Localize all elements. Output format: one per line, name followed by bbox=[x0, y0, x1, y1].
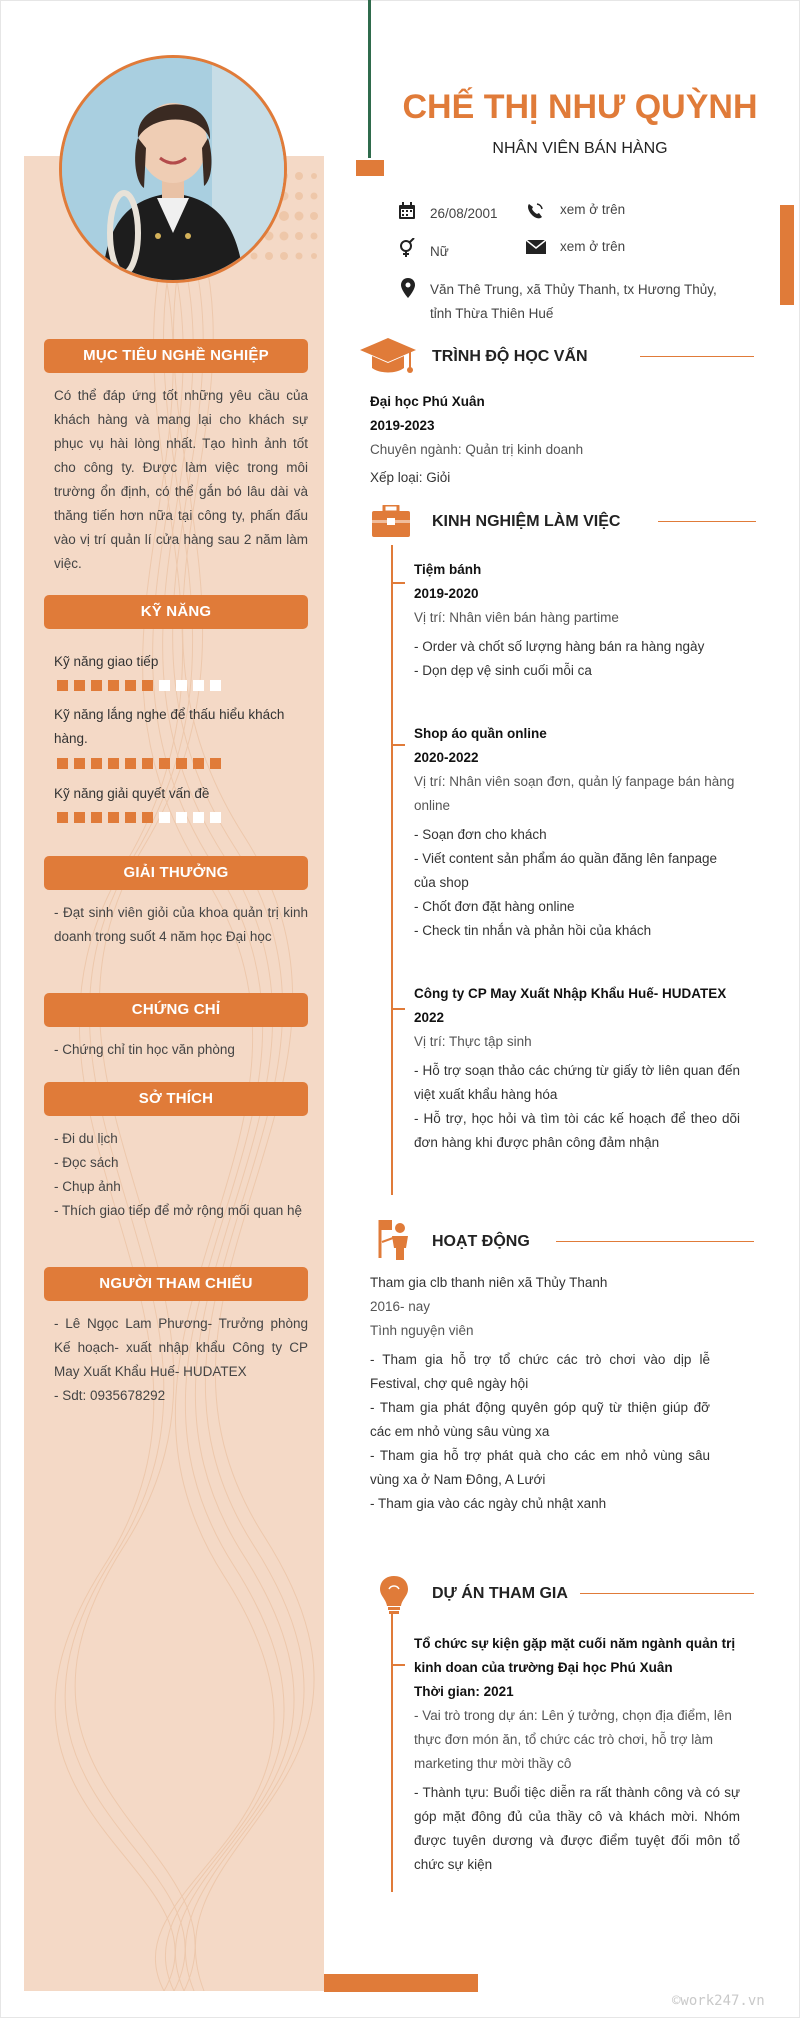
gender-icon bbox=[398, 238, 416, 258]
duty-item: - Dọn dẹp vệ sinh cuối mỗi ca bbox=[414, 663, 592, 678]
objective-heading: MỤC TIÊU NGHỀ NGHIỆP bbox=[44, 339, 308, 373]
duty-item: - Order và chốt số lượng hàng bán ra hàng ngày bbox=[414, 639, 705, 654]
skill-3-rating bbox=[57, 812, 221, 823]
hobby-item: - Thích giao tiếp để mở rộng mối quan hệ bbox=[54, 1203, 302, 1218]
rating-dot bbox=[210, 758, 221, 769]
rating-dot bbox=[159, 680, 170, 691]
job-3-duties bbox=[414, 1059, 740, 1155]
rating-dot bbox=[125, 680, 136, 691]
references-text bbox=[54, 1312, 308, 1408]
rating-dot bbox=[210, 680, 221, 691]
birthday: 26/08/2001 bbox=[430, 206, 498, 221]
presenter-icon bbox=[376, 1218, 410, 1260]
references-heading: NGƯỜI THAM CHIẾU bbox=[44, 1267, 308, 1301]
duty-item: - Hỗ trợ soạn thảo các chứng từ giấy tờ liên quan đến việt xuất khẩu hàng hóa bbox=[414, 1063, 740, 1102]
education-school: Đại học Phú Xuân bbox=[370, 394, 485, 409]
experience-heading: KINH NGHIỆM LÀM VIỆC bbox=[432, 513, 621, 530]
profile-photo bbox=[59, 55, 287, 283]
project-result: - Thành tựu: Buổi tiệc diễn ra rất thành công và có sự góp mặt đông đủ của thầy cô và khách mời. Nhóm được tuyên dương và được điểm tuyệt đối môn tổ chức sự kiện bbox=[414, 1785, 740, 1872]
job-3-position: Vị trí: Thực tập sinh bbox=[414, 1034, 532, 1049]
rating-dot bbox=[176, 680, 187, 691]
activity-item: - Tham gia phát động quyên góp quỹ từ thiện giúp đỡ các em nhỏ vùng sâu vùng xa bbox=[370, 1400, 710, 1439]
rating-dot bbox=[108, 812, 119, 823]
header-accent-block bbox=[356, 160, 384, 176]
reference-phone: - Sdt: 0935678292 bbox=[54, 1388, 166, 1403]
header-accent-line bbox=[368, 0, 371, 158]
address-line: tỉnh Thừa Thiên Huế bbox=[430, 306, 554, 321]
job-3-company: Công ty CP May Xuất Nhập Khẩu Huế- HUDATEX bbox=[414, 986, 727, 1001]
education-major: Chuyên ngành: Quản trị kinh doanh bbox=[370, 442, 584, 457]
address bbox=[430, 278, 717, 326]
awards-heading: GIẢI THƯỞNG bbox=[44, 856, 308, 890]
graduation-cap-icon bbox=[360, 338, 416, 380]
education-grade: Xếp loại: Giỏi bbox=[370, 470, 451, 485]
phone: xem ở trên bbox=[560, 202, 626, 217]
skill-3-label: Kỹ năng giải quyết vấn đề bbox=[54, 786, 210, 801]
job-2-years: 2020-2022 bbox=[414, 750, 479, 765]
candidate-title: NHÂN VIÊN BÁN HÀNG bbox=[492, 140, 668, 157]
job-1-years: 2019-2020 bbox=[414, 586, 479, 601]
activities-heading: HOẠT ĐỘNG bbox=[432, 1233, 530, 1250]
timeline-tick bbox=[391, 1008, 405, 1010]
certificates-text: - Chứng chỉ tin học văn phòng bbox=[54, 1042, 235, 1057]
projects-heading: DỰ ÁN THAM GIA bbox=[432, 1585, 568, 1602]
rating-dot bbox=[159, 812, 170, 823]
duty-item: - Viết content sản phẩm áo quần đăng lên fanpage của shop bbox=[414, 851, 717, 890]
calendar-icon bbox=[398, 202, 416, 220]
email-icon bbox=[526, 240, 546, 254]
rating-dot bbox=[159, 758, 170, 769]
project-name: Tổ chức sự kiện gặp mặt cuối năm ngành quản trị kinh doan của trường Đại học Phú Xuân bbox=[414, 1636, 736, 1675]
avatar-illustration bbox=[62, 58, 284, 280]
experience-timeline bbox=[391, 545, 393, 1195]
job-1-company: Tiệm bánh bbox=[414, 562, 482, 577]
rating-dot bbox=[74, 680, 85, 691]
rating-dot bbox=[91, 758, 102, 769]
rating-dot bbox=[176, 812, 187, 823]
duty-item: - Hỗ trợ, học hỏi và tìm tòi các kế hoạch để theo dõi đơn hàng khi được phân công đảm nhận bbox=[414, 1111, 740, 1150]
project-timeline bbox=[391, 1612, 393, 1892]
hobby-item: - Đọc sách bbox=[54, 1155, 119, 1170]
rating-dot bbox=[108, 680, 119, 691]
projects-divider bbox=[580, 1593, 754, 1594]
address-line: Văn Thê Trung, xã Thủy Thanh, tx Hương Thủy, bbox=[430, 282, 717, 297]
rating-dot bbox=[91, 812, 102, 823]
job-3-years: 2022 bbox=[414, 1010, 445, 1025]
job-1-duties bbox=[414, 635, 740, 683]
rating-dot bbox=[142, 680, 153, 691]
rating-dot bbox=[193, 812, 204, 823]
activity-item: - Tham gia hỗ trợ tổ chức các trò chơi vào dịp lễ Festival, chợ quê ngày hội bbox=[370, 1352, 710, 1391]
activity-list bbox=[370, 1348, 710, 1516]
rating-dot bbox=[193, 758, 204, 769]
education-divider bbox=[640, 356, 754, 357]
rating-dot bbox=[91, 680, 102, 691]
activity-years: 2016- nay bbox=[370, 1299, 431, 1314]
job-2-company: Shop áo quần online bbox=[414, 726, 547, 741]
timeline-tick bbox=[391, 582, 405, 584]
experience-divider bbox=[658, 521, 756, 522]
skill-1-rating bbox=[57, 680, 221, 691]
skills-heading: KỸ NĂNG bbox=[44, 595, 308, 629]
email: xem ở trên bbox=[560, 239, 626, 254]
education-years: 2019-2023 bbox=[370, 418, 435, 433]
gender: Nữ bbox=[430, 244, 449, 259]
rating-dot bbox=[125, 812, 136, 823]
job-1-position: Vị trí: Nhân viên bán hàng partime bbox=[414, 610, 619, 625]
activity-org: Tham gia clb thanh niên xã Thủy Thanh bbox=[370, 1275, 608, 1290]
lightbulb-icon bbox=[380, 1576, 408, 1616]
hobbies-list bbox=[54, 1127, 308, 1223]
certificates-heading: CHỨNG CHỈ bbox=[44, 993, 308, 1027]
briefcase-icon bbox=[372, 505, 410, 537]
hobby-item: - Chụp ảnh bbox=[54, 1179, 121, 1194]
candidate-name: CHẾ THỊ NHƯ QUỲNH bbox=[402, 88, 758, 126]
project-time: Thời gian: 2021 bbox=[414, 1684, 514, 1699]
activity-role: Tình nguyện viên bbox=[370, 1323, 474, 1338]
duty-item: - Check tin nhắn và phản hồi của khách bbox=[414, 923, 652, 938]
hobby-item: - Đi du lịch bbox=[54, 1131, 118, 1146]
job-2-duties bbox=[414, 823, 742, 943]
rating-dot bbox=[57, 680, 68, 691]
objective-text: Có thể đáp ứng tốt những yêu cầu của khách hàng và mang lại cho khách sự phục vụ hài lòng nhất. Tạo hình ảnh tốt cho công ty. Được làm việc trong môi trường ổn định, có thể gắn bó lâu dài và thăng tiến hơn nữa tại công ty, phấn đấu vào vị trí quản lí cửa hàng sau 2 năm làm việc. bbox=[54, 388, 308, 571]
skill-1-label: Kỹ năng giao tiếp bbox=[54, 654, 159, 669]
rating-dot bbox=[193, 680, 204, 691]
location-icon bbox=[401, 278, 415, 298]
hobbies-heading: SỞ THÍCH bbox=[44, 1082, 308, 1116]
education-heading: TRÌNH ĐỘ HỌC VẤN bbox=[432, 348, 588, 365]
skill-2-rating bbox=[57, 758, 221, 769]
activity-item: - Tham gia hỗ trợ phát quà cho các em nhỏ vùng sâu vùng xa ở Nam Đông, A Lưới bbox=[370, 1448, 710, 1487]
rating-dot bbox=[57, 812, 68, 823]
rating-dot bbox=[108, 758, 119, 769]
rating-dot bbox=[142, 812, 153, 823]
rating-dot bbox=[57, 758, 68, 769]
rating-dot bbox=[125, 758, 136, 769]
rating-dot bbox=[74, 812, 85, 823]
footer-accent-bar bbox=[324, 1974, 478, 1992]
phone-icon bbox=[526, 202, 544, 220]
duty-item: - Chốt đơn đặt hàng online bbox=[414, 899, 575, 914]
reference-person: - Lê Ngọc Lam Phương- Trưởng phòng Kế hoạch- xuất nhập khẩu Công ty CP May Xuất Khẩu Huế- HUDATEX bbox=[54, 1316, 308, 1379]
activity-item: - Tham gia vào các ngày chủ nhật xanh bbox=[370, 1496, 607, 1511]
right-accent-bar bbox=[780, 205, 794, 305]
project-role: - Vai trò trong dự án: Lên ý tưởng, chọn địa điểm, lên thực đơn món ăn, tổ chức các trò chơi, hỗ trợ làm marketing thư mời thầy cô bbox=[414, 1708, 732, 1771]
job-2-position: Vị trí: Nhân viên soạn đơn, quản lý fanpage bán hàng online bbox=[414, 774, 735, 813]
awards-text: - Đạt sinh viên giỏi của khoa quản trị kinh doanh trong suốt 4 năm học Đại học bbox=[54, 905, 308, 944]
timeline-tick bbox=[391, 744, 405, 746]
rating-dot bbox=[210, 812, 221, 823]
timeline-tick bbox=[391, 1664, 405, 1666]
rating-dot bbox=[74, 758, 85, 769]
rating-dot bbox=[142, 758, 153, 769]
skill-2-label: Kỹ năng lắng nghe để thấu hiểu khách hàng. bbox=[54, 707, 285, 746]
watermark: ©work247.vn bbox=[672, 1993, 765, 2009]
activities-divider bbox=[556, 1241, 754, 1242]
rating-dot bbox=[176, 758, 187, 769]
duty-item: - Soạn đơn cho khách bbox=[414, 827, 547, 842]
